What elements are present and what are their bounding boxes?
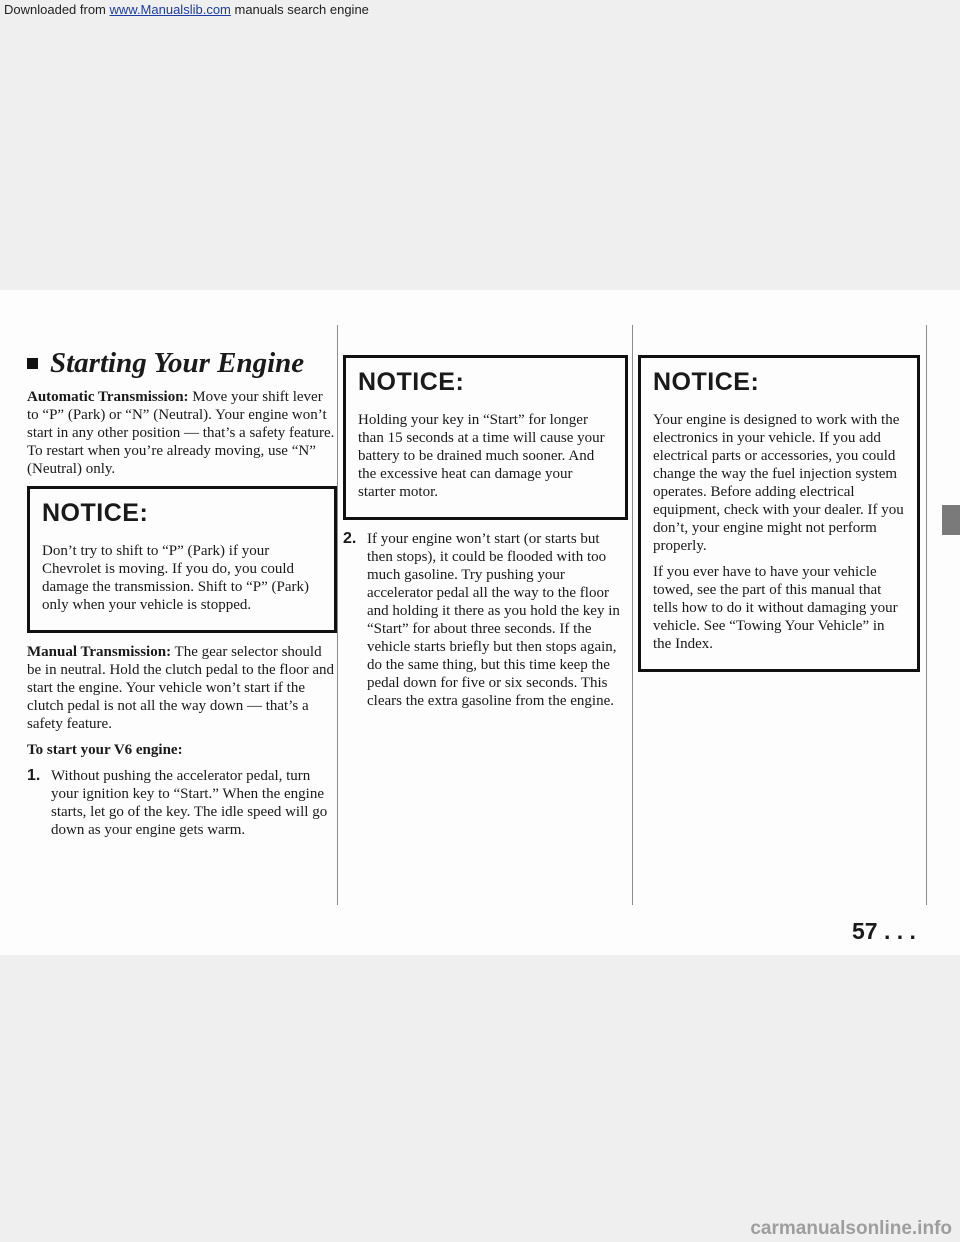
notice-text: Holding your key in “Start” for longer than 15 seconds at a time will cause your battery to be drained much sooner. And the excessive heat can damage your starter motor.	[358, 412, 605, 500]
notice-title: NOTICE:	[42, 499, 149, 527]
download-prefix: Downloaded from	[4, 2, 110, 17]
step-number: 1.	[27, 767, 41, 784]
notice-box-park	[27, 486, 337, 633]
automatic-transmission-text: Move your shift lever to “P” (Park) or “N” (Neutral). Your engine won’t start in any other position — that’s a safety feature. To restart when you’re already moving, use “N” (Neutral) only.	[27, 389, 335, 477]
column-divider-1	[337, 325, 338, 905]
notice-box-start-duration	[343, 355, 628, 520]
notice-text: Don’t try to shift to “P” (Park) if your Chevrolet is moving. If you do, you could damage the transmission. Shift to “P” (Park) only when your vehicle is stopped.	[42, 543, 310, 613]
column-3	[638, 335, 920, 682]
manual-transmission-label: Manual Transmission:	[27, 644, 172, 660]
top-margin	[0, 0, 960, 290]
step-number: 2.	[343, 530, 357, 547]
step-text: If your engine won’t start (or starts but then stops), it could be flooded with too much gasoline. Try pushing your accelerator pedal all the way to the floor and holding it there as you hold the key in “Start” for about three seconds. If the vehicle starts briefly but then stops again, do the same thing, but this time keep the pedal down for five or six seconds. This clears the extra gasoline from the engine.	[367, 531, 620, 709]
manual-transmission-paragraph	[27, 643, 337, 733]
automatic-transmission-paragraph	[27, 388, 337, 478]
download-suffix: manuals search engine	[230, 2, 369, 17]
manual-transmission-text: The gear selector should be in neutral. Hold the clutch pedal to the floor and start the engine. Your vehicle won’t start if the clutch pedal is not all the way down — that’s a safety feature.	[27, 644, 334, 732]
section-tab-marker	[942, 505, 960, 535]
step-2	[343, 530, 628, 710]
column-2	[343, 335, 628, 718]
notice-text-electrical: Your engine is designed to work with the electronics in your vehicle. If you add electrical parts or accessories, you could change the way the fuel injection system operates. Before adding electrical equipment, check with your dealer. If you don’t, your engine might not perform properly.	[653, 412, 904, 554]
page-number: 57 . . .	[852, 918, 916, 944]
step-text: Without pushing the accelerator pedal, turn your ignition key to “Start.” When the engine starts, let go of the key. The idle speed will go down as your engine gets warm.	[51, 768, 328, 838]
manualslib-link[interactable]: www.Manualslib.com	[109, 2, 231, 17]
section-heading-text: Starting Your Engine	[50, 347, 305, 379]
watermark: carmanualsonline.info	[750, 1218, 952, 1239]
column-1	[27, 335, 337, 847]
v6-heading: To start your V6 engine:	[27, 742, 183, 758]
notice-title: NOTICE:	[653, 368, 760, 396]
step-1	[27, 767, 337, 839]
notice-box-electrical	[638, 355, 920, 672]
section-heading	[27, 347, 337, 380]
column-divider-2	[632, 325, 633, 905]
notice-title: NOTICE:	[358, 368, 465, 396]
automatic-transmission-label: Automatic Transmission:	[27, 389, 189, 405]
bottom-margin	[0, 955, 960, 1242]
download-line	[4, 2, 369, 17]
notice-text-towing: If you ever have to have your vehicle towed, see the part of this manual that tells how to do it without damaging your vehicle. See “Towing Your Vehicle” in the Index.	[653, 564, 898, 652]
column-divider-3	[926, 325, 927, 905]
square-bullet-icon	[27, 358, 38, 369]
